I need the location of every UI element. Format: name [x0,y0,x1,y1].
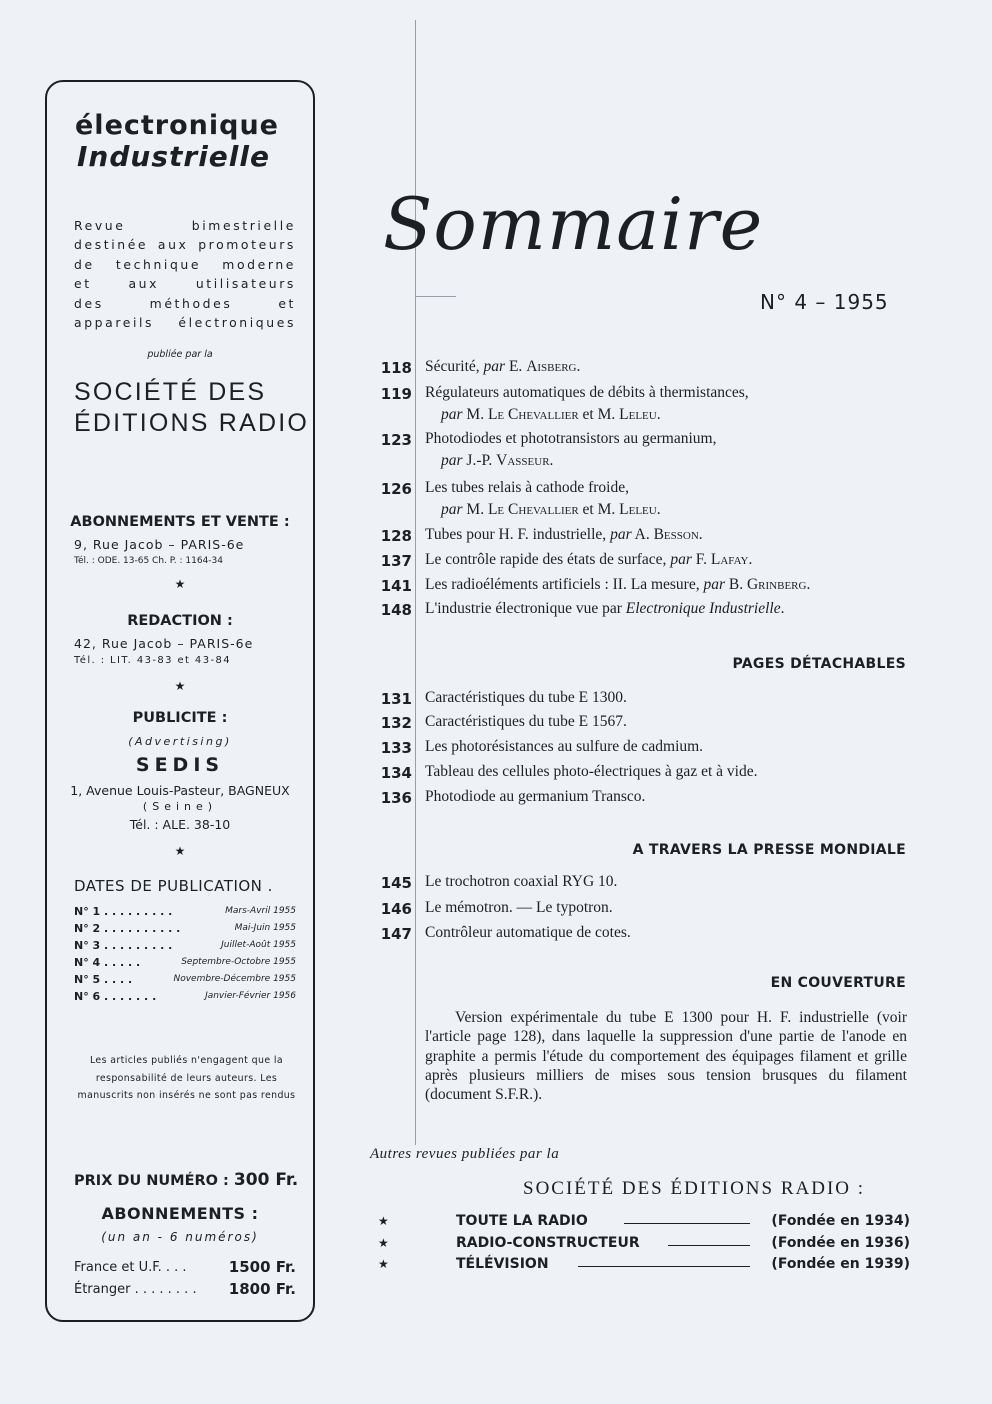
toc-item[interactable] [360,384,920,423]
toc-item[interactable] [360,738,920,760]
star-icon: ★ [174,679,186,693]
toc-item[interactable] [360,576,920,598]
toc-title: Le mémotron. — Le typotron. [425,899,613,916]
magazine-row[interactable] [378,1235,910,1255]
magazine-name: TOUTE LA RADIO [456,1213,588,1229]
abonnements-address: 9, Rue Jacob – PARIS-6e [74,537,245,552]
cover-description: Version expérimentale du tube E 1300 pour H. F. industrielle (voir l'article page 128), dans laquelle la suppression d'une partie de l'anode en graphite a permis l'étude du comportement des équipages filament et grille après plusieurs milliers de mises sous tension brusques du filament (document S.F.R.). [425,1009,907,1104]
toc-page: 133 [380,739,412,757]
toc-item[interactable] [360,600,920,622]
toc-item[interactable] [360,873,920,895]
dates-heading: DATES DE PUBLICATION . [74,877,273,895]
leader-line [578,1266,750,1267]
abonnements-tel: Tél. : ODE. 13-65 Ch. P. : 1164-34 [74,556,224,566]
toc-item[interactable] [360,358,920,380]
magazine-name: RADIO-CONSTRUCTEUR [456,1235,640,1251]
toc-title: Le contrôle rapide des états de surface, par F. Lafay. [425,551,753,568]
date-row [74,922,296,939]
toc-page: 131 [380,690,412,708]
divider-rule [416,296,456,297]
subscription-heading: ABONNEMENTS : [101,1204,259,1223]
toc-page: 118 [380,359,412,377]
toc-page: 148 [380,601,412,619]
issue-number: N° 4 . . . . . [74,956,141,969]
star-icon: ★ [378,1214,389,1228]
redaction-tel: Tél. : LIT. 43-83 et 43-84 [74,655,231,666]
issue-date: Septembre-Octobre 1955 [181,957,296,967]
toc-title: Les tubes relais à cathode froide, [425,479,629,496]
issue-number: N° 3 . . . . . . . . . [74,939,173,952]
price-row-value: 1500 Fr. [228,1258,296,1276]
toc-title: Caractéristiques du tube E 1300. [425,689,627,706]
toc-title: Caractéristiques du tube E 1567. [425,713,627,730]
toc-page: 141 [380,577,412,595]
toc-title: Régulateurs automatiques de débits à thermistances, [425,384,749,401]
date-row [74,990,296,1007]
toc-title: Contrôleur automatique de cotes. [425,924,631,941]
logo-line2: Industrielle [77,140,270,173]
magazine-founded: (Fondée en 1936) [771,1235,910,1251]
description-line: appareils électroniques [74,315,296,331]
sedis-address: 1, Avenue Louis-Pasteur, BAGNEUX [70,783,290,798]
price-row-label: Étranger . . . . . . . . [74,1282,197,1297]
toc-item[interactable] [360,788,920,810]
section-heading-couverture: EN COUVERTURE [770,975,906,991]
magazine-row[interactable] [378,1213,910,1233]
toc-page: 134 [380,764,412,782]
price-line [74,1170,298,1190]
magazine-founded: (Fondée en 1939) [771,1256,910,1272]
toc-item[interactable] [360,689,920,711]
date-row [74,956,296,973]
sedis-name: SEDIS [135,754,225,776]
description-line: des méthodes et [74,295,296,311]
sedis-seine: (Seine) [142,800,218,813]
publiee-label: publiée par la [147,349,213,360]
masthead-box [45,80,315,1322]
toc-page: 136 [380,789,412,807]
toc-author: par M. Le Chevallier et M. Leleu. [441,501,661,518]
magazine-row[interactable] [378,1256,910,1276]
toc-item[interactable] [360,526,920,548]
description-line: de technique moderne [74,256,296,272]
publisher-line2: ÉDITIONS RADIO [74,409,309,437]
description-line: Revue bimestrielle [74,218,296,233]
issue-number: N° 6 . . . . . . . [74,990,157,1003]
toc-title: Les radioéléments artificiels : II. La mesure, par B. Grinberg. [425,576,811,593]
issue-date: Mai-Juin 1955 [234,923,296,933]
logo-line1: électronique [75,110,279,141]
toc-title: Sécurité, par E. Aisberg. [425,358,581,375]
publicite-heading: PUBLICITE : [132,710,228,726]
toc-title: Photodiodes et phototransistors au germanium, [425,430,717,447]
toc-item[interactable] [360,924,920,946]
date-row [74,905,296,922]
toc-page: 146 [380,900,412,918]
abonnements-heading: ABONNEMENTS ET VENTE : [70,514,290,530]
description-line: et aux utilisateurs [74,276,296,292]
toc-page: 123 [380,431,412,449]
star-icon: ★ [174,844,186,858]
sedis-tel: Tél. : ALE. 38-10 [129,817,231,832]
leader-line [624,1223,750,1224]
publicite-sub: (Advertising) [128,735,232,748]
date-row [74,939,296,956]
toc-page: 128 [380,527,412,545]
publisher-line1: SOCIÉTÉ DES [74,378,267,406]
toc-author: par M. Le Chevallier et M. Leleu. [441,406,661,423]
other-magazines-label: Autres revues publiées par la [370,1146,560,1162]
price-value: 300 Fr. [233,1170,299,1190]
toc-title: Le trochotron coaxial RYG 10. [425,873,618,890]
leader-line [668,1245,750,1246]
section-heading-detachables: PAGES DÉTACHABLES [732,656,906,672]
issue-date: Mars-Avril 1955 [225,906,296,916]
toc-author: par J.-P. Vasseur. [441,452,554,469]
date-row [74,973,296,990]
toc-title: L'industrie électronique vue par Electronique Industrielle. [425,600,785,617]
redaction-heading: REDACTION : [127,613,233,629]
toc-title: Les photorésistances au sulfure de cadmium. [425,738,704,755]
toc-title: Tableau des cellules photo-électriques à gaz et à vide. [425,763,758,780]
price-row [74,1282,296,1297]
section-heading-presse: A TRAVERS LA PRESSE MONDIALE [632,842,906,858]
description-line: destinée aux promoteurs [74,237,296,253]
price-row-label: France et U.F. . . . [74,1260,187,1275]
toc-item[interactable] [360,899,920,921]
star-icon: ★ [174,577,186,591]
price-row-value: 1800 Fr. [228,1280,296,1298]
toc-page: 137 [380,552,412,570]
issue-date: Novembre-Décembre 1955 [173,974,296,984]
disclaimer-note: Les articles publiés n'engagent que la responsabilité de leurs auteurs. Les manuscrits non insérés ne sont pas rendus [77,1055,296,1101]
toc-title: Photodiode au germanium Transco. [425,788,646,805]
toc-item[interactable] [360,713,920,735]
magazine-founded: (Fondée en 1934) [771,1213,910,1229]
issue-date: Juillet-Août 1955 [221,940,296,950]
toc-page: 145 [380,874,412,892]
toc-item[interactable] [360,551,920,573]
issue-number-label: N° 4 – 1955 [760,290,889,314]
description [74,216,296,332]
redaction-address: 42, Rue Jacob – PARIS-6e [74,636,254,651]
toc-item[interactable] [360,430,920,469]
publisher-name: SOCIÉTÉ DES ÉDITIONS RADIO : [523,1178,866,1199]
toc-item[interactable] [360,763,920,785]
page-title: Sommaire [383,182,764,266]
price-label: PRIX DU NUMÉRO : [74,1173,229,1189]
star-icon: ★ [378,1257,389,1271]
issue-number: N° 5 . . . . [74,973,133,986]
star-icon: ★ [378,1236,389,1250]
toc-item[interactable] [360,479,920,518]
toc-page: 132 [380,714,412,732]
toc-page: 119 [380,385,412,403]
toc-page: 147 [380,925,412,943]
issue-date: Janvier-Février 1956 [205,991,296,1001]
subscription-sub: (un an - 6 numéros) [101,1230,259,1244]
issue-number: N° 1 . . . . . . . . . [74,905,173,918]
toc-title: Tubes pour H. F. industrielle, par A. Besson. [425,526,703,543]
price-row [74,1260,296,1275]
magazine-name: TÉLÉVISION [456,1256,549,1272]
issue-number: N° 2 . . . . . . . . . . [74,922,181,935]
toc-page: 126 [380,480,412,498]
